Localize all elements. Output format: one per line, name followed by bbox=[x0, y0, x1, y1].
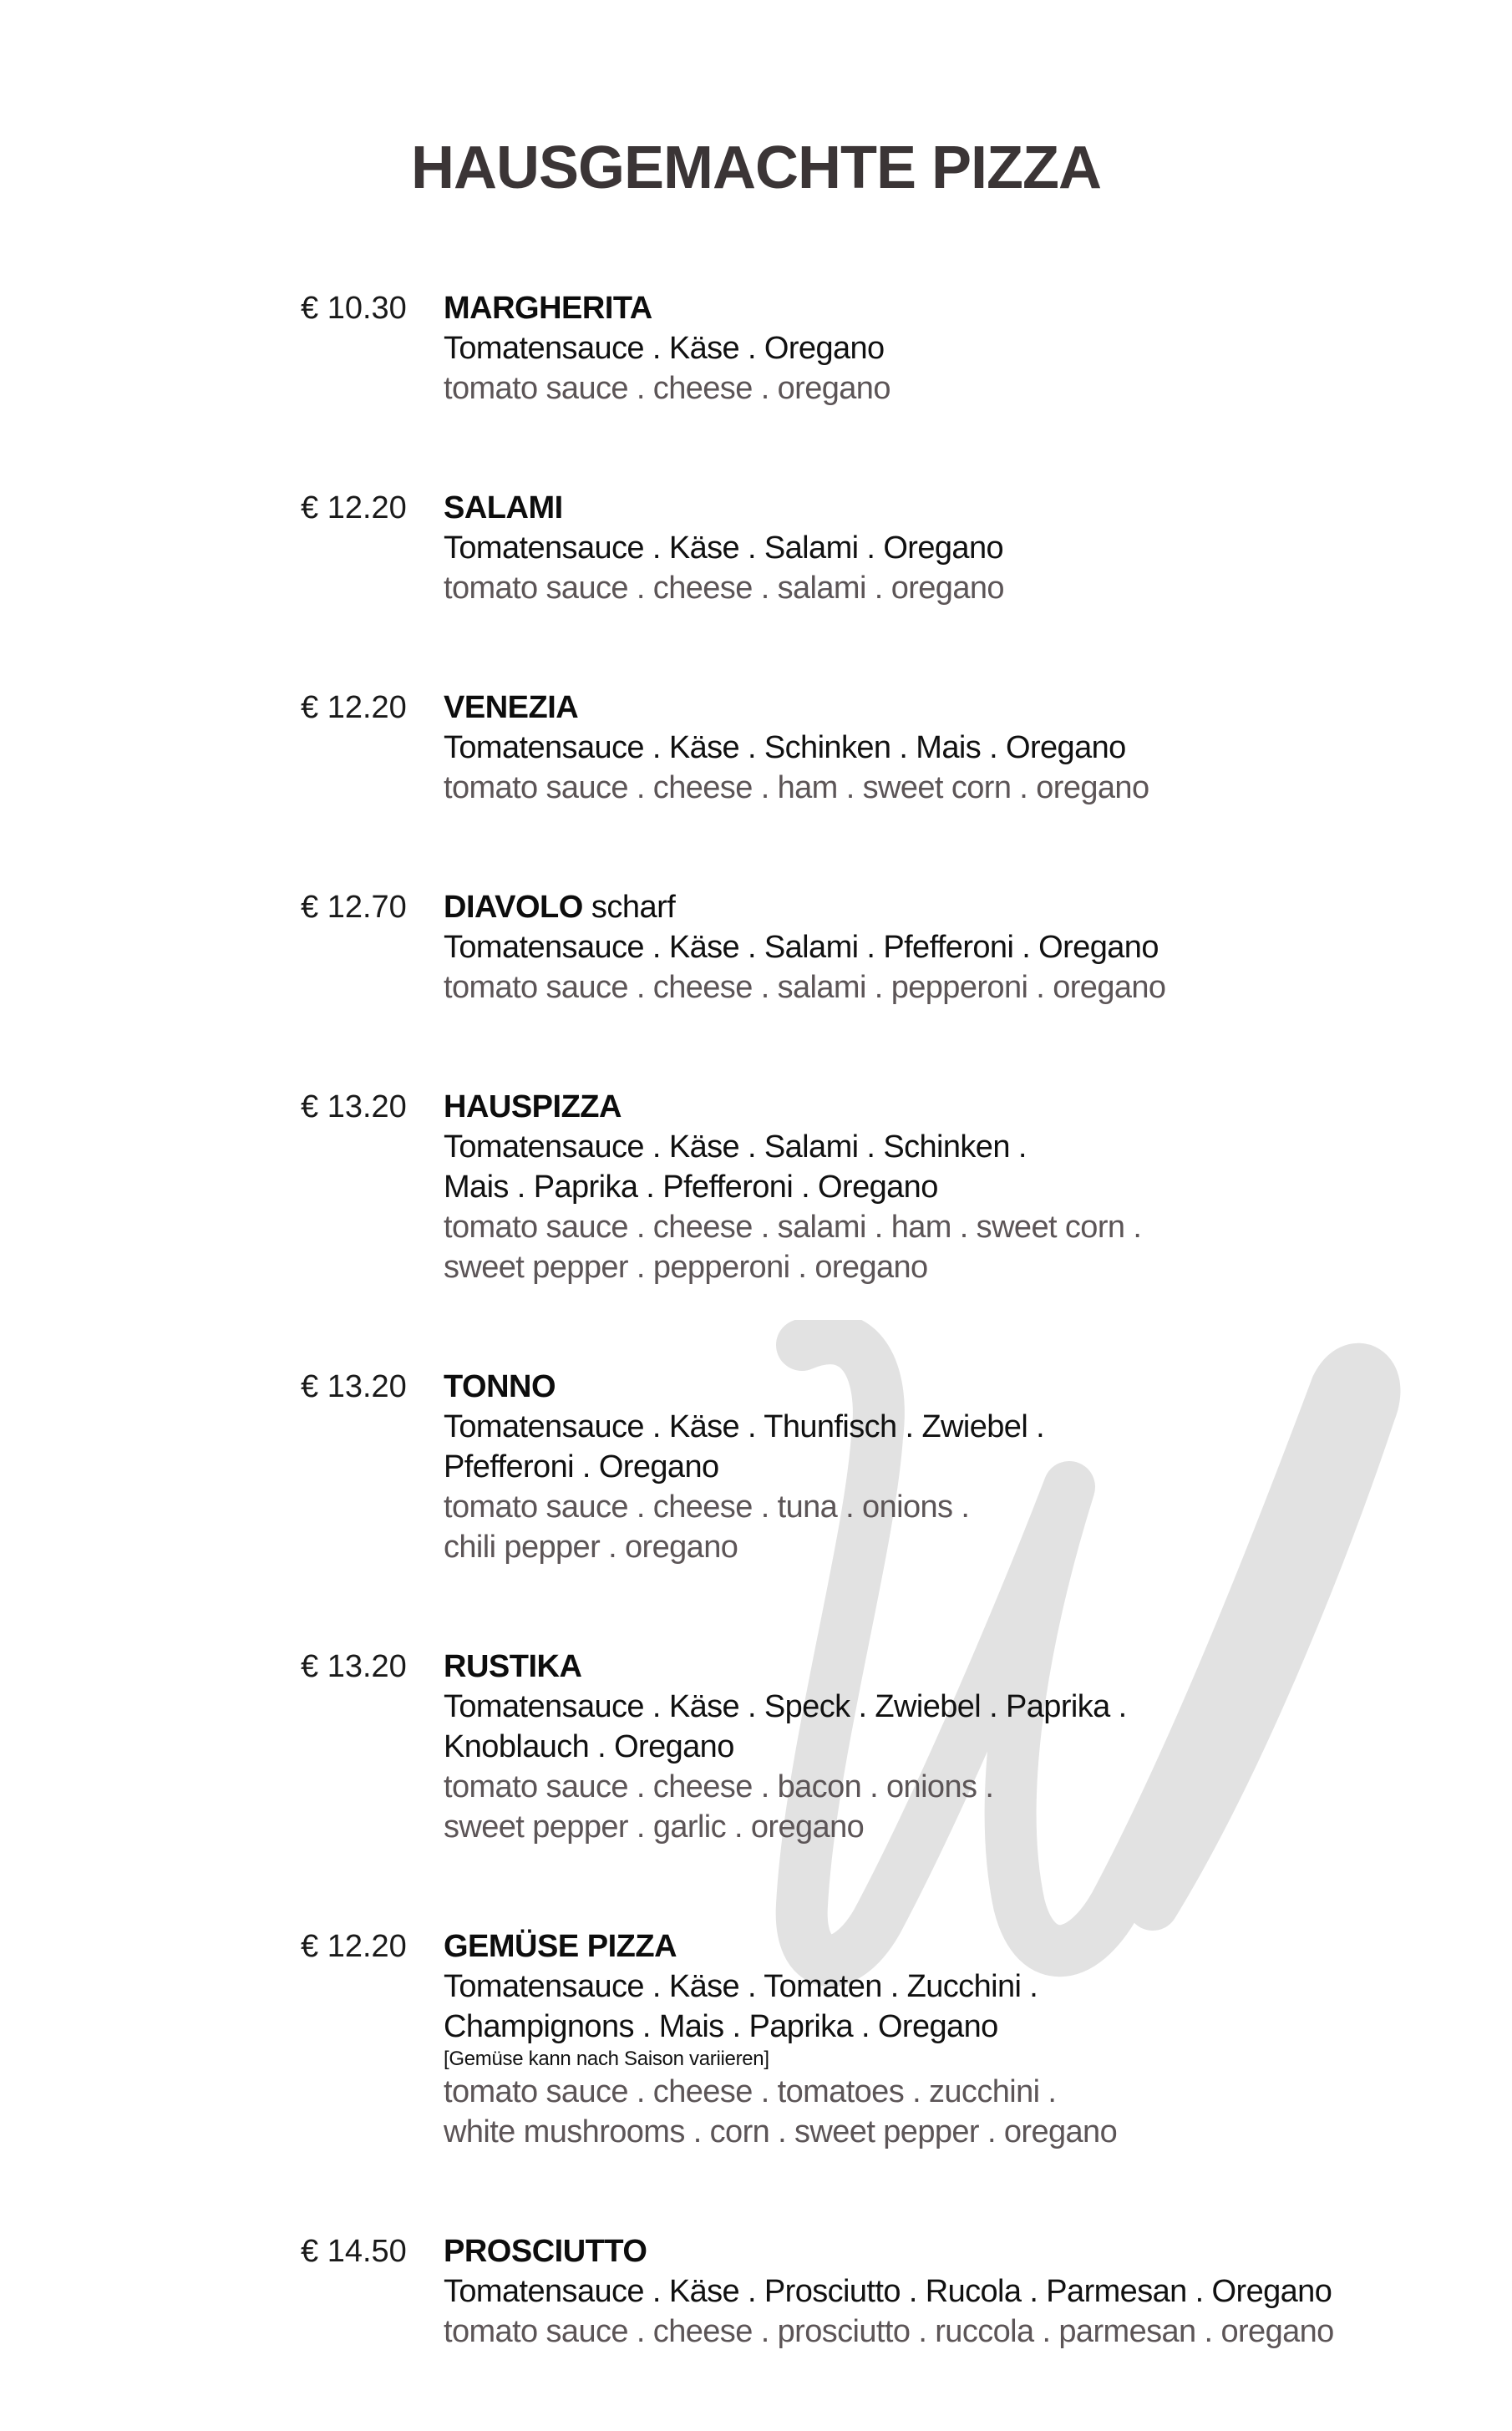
item-ingredients-german: Tomatensauce . Käse . Salami . Schinken . Mais . Paprika . Pfefferoni . Oregano bbox=[444, 1129, 1027, 1205]
item-name bbox=[444, 688, 1404, 728]
page-title: HAUSGEMACHTE PIZZA bbox=[411, 134, 1101, 201]
item-price: € 13.20 bbox=[301, 1649, 407, 1684]
item-name-suffix: scharf bbox=[582, 890, 676, 925]
item-ingredients-german: Tomatensauce . Käse . Salami . Oregano bbox=[444, 530, 1004, 566]
menu-item-rustika bbox=[0, 1647, 1512, 1847]
item-price: € 12.70 bbox=[301, 890, 407, 925]
item-ingredients-german: Tomatensauce . Käse . Speck . Zwiebel . Paprika . Knoblauch . Oregano bbox=[444, 1689, 1127, 1764]
menu-item-hauspizza bbox=[0, 1087, 1512, 1287]
item-ingredients-german: Tomatensauce . Käse . Tomaten . Zucchini . Champignons . Mais . Paprika . Oregano bbox=[444, 1969, 1038, 2044]
item-ingredients-english: tomato sauce . cheese . salami . ham . sweet corn . sweet pepper . pepperoni . oregano bbox=[444, 1210, 1142, 1285]
item-ingredients-english: tomato sauce . cheese . bacon . onions . sweet pepper . garlic . oregano bbox=[444, 1769, 994, 1845]
item-name bbox=[444, 488, 1404, 528]
item-name-text: GEMÜSE PIZZA bbox=[444, 1929, 677, 1964]
item-name bbox=[444, 1647, 1404, 1687]
item-ingredients-german: Tomatensauce . Käse . Prosciutto . Rucola . Parmesan . Oregano bbox=[444, 2274, 1332, 2309]
item-price: € 12.20 bbox=[301, 690, 407, 725]
item-price: € 13.20 bbox=[301, 1089, 407, 1124]
item-body bbox=[444, 288, 1404, 409]
pizza-menu bbox=[0, 288, 1512, 2431]
item-price: € 12.20 bbox=[301, 490, 407, 525]
item-name bbox=[444, 2231, 1404, 2271]
item-ingredients-english: tomato sauce . cheese . tuna . onions . chili pepper . oregano bbox=[444, 1490, 970, 1565]
item-body bbox=[444, 688, 1404, 808]
item-body bbox=[444, 2231, 1404, 2352]
item-name-text: HAUSPIZZA bbox=[444, 1089, 622, 1124]
menu-item-gemuese-pizza bbox=[0, 1926, 1512, 2152]
item-name-text: MARGHERITA bbox=[444, 291, 652, 326]
menu-item-venezia bbox=[0, 688, 1512, 808]
item-ingredients-english: tomato sauce . cheese . oregano bbox=[444, 371, 890, 406]
item-ingredients-english: tomato sauce . cheese . salami . oregano bbox=[444, 571, 1004, 606]
item-ingredients-english: tomato sauce . cheese . ham . sweet corn . oregano bbox=[444, 770, 1149, 805]
item-price: € 14.50 bbox=[301, 2234, 407, 2269]
item-name-text: VENEZIA bbox=[444, 690, 579, 725]
item-name bbox=[444, 1087, 1404, 1127]
item-price: € 10.30 bbox=[301, 291, 407, 326]
item-name-text: TONNO bbox=[444, 1369, 556, 1404]
item-name-text: SALAMI bbox=[444, 490, 563, 525]
item-ingredients-english: tomato sauce . cheese . salami . pepperoni . oregano bbox=[444, 970, 1166, 1005]
item-price: € 12.20 bbox=[301, 1929, 407, 1964]
item-ingredients-english: tomato sauce . cheese . tomatoes . zucchini . white mushrooms . corn . sweet pepper . oregano bbox=[444, 2074, 1118, 2149]
item-name bbox=[444, 887, 1404, 927]
item-name-text: RUSTIKA bbox=[444, 1649, 582, 1684]
menu-item-margherita bbox=[0, 288, 1512, 409]
item-name-text: DIAVOLO bbox=[444, 890, 583, 925]
item-body bbox=[444, 1367, 1404, 1567]
item-price: € 13.20 bbox=[301, 1369, 407, 1404]
item-name bbox=[444, 288, 1404, 328]
item-ingredients-german: Tomatensauce . Käse . Schinken . Mais . Oregano bbox=[444, 730, 1126, 765]
menu-item-diavolo bbox=[0, 887, 1512, 1007]
item-ingredients-german: Tomatensauce . Käse . Oregano bbox=[444, 331, 885, 366]
item-body bbox=[444, 488, 1404, 608]
menu-item-salami bbox=[0, 488, 1512, 608]
item-body bbox=[444, 1926, 1404, 2152]
item-ingredients-german: Tomatensauce . Käse . Thunfisch . Zwiebel . Pfefferoni . Oregano bbox=[444, 1409, 1045, 1484]
item-body bbox=[444, 1087, 1404, 1287]
menu-item-tonno bbox=[0, 1367, 1512, 1567]
item-ingredients-german: Tomatensauce . Käse . Salami . Pfefferoni . Oregano bbox=[444, 930, 1159, 965]
item-body bbox=[444, 1647, 1404, 1847]
item-ingredients-english: tomato sauce . cheese . prosciutto . ruccola . parmesan . oregano bbox=[444, 2314, 1334, 2349]
item-seasonal-note: [Gemüse kann nach Saison variieren] bbox=[444, 2048, 769, 2070]
item-body bbox=[444, 887, 1404, 1007]
item-name bbox=[444, 1926, 1404, 1967]
item-name bbox=[444, 1367, 1404, 1407]
item-name-text: PROSCIUTTO bbox=[444, 2234, 647, 2269]
menu-item-prosciutto bbox=[0, 2231, 1512, 2352]
